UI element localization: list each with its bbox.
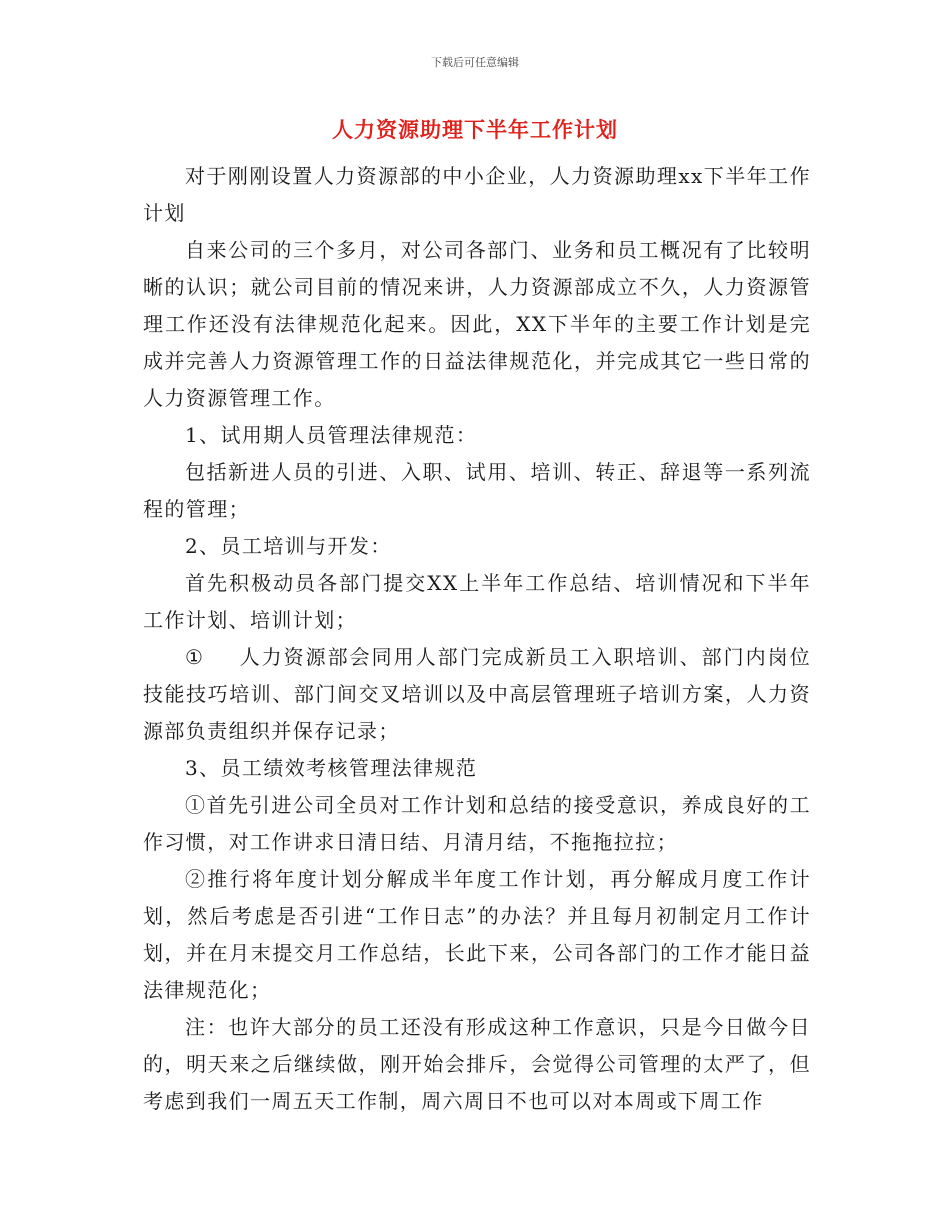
section-heading-performance: 3、员工绩效考核管理法律规范 [185,756,478,780]
paragraph-performance-2: ②推行将年度计划分解成半年度工作计划，再分解成月度工作计划，然后考虑是否引进“工作日志”的办法？并且每月初制定月工作计划，并在月末提交月工作总结，长此下来，公司各部门的工作才能日益法律规范化； [143,867,811,1002]
paragraph-note: 注：也许大部分的员工还没有形成这种工作意识，只是今日做今日的，明天来之后继续做，刚开始会排斥，会觉得公司管理的太严了，但考虑到我们一周五天工作制，周六周日不也可以对本周或下周工作 [143,1015,811,1113]
paragraph-performance-1: ①首先引进公司全员对工作计划和总结的接受意识，养成良好的工作习惯，对工作讲求日清日结、月清月结，不拖拖拉拉； [143,793,811,854]
document-title: 人力资源助理下半年工作计划 [332,118,618,142]
item-marker: ① [185,645,205,669]
section-heading-training: 2、员工培训与开发： [185,534,392,558]
paragraph-intro: 对于刚刚设置人力资源部的中小企业，人力资源助理xx下半年工作计划 [143,164,811,225]
paragraph-training: 首先积极动员各部门提交XX上半年工作总结、培训情况和下半年工作计划、培训计划； [143,571,811,632]
item-text: 人力资源部会同用人部门完成新员工入职培训、部门内岗位技能技巧培训、部门间交叉培训以及中高层管理班子培训方案，人力资源部负责组织并保存记录； [143,645,811,743]
header-note: 下载后可任意编辑 [431,56,519,69]
document-body [143,158,811,1120]
paragraph-background: 自来公司的三个多月，对公司各部门、业务和员工概况有了比较明晰的认识；就公司目前的情况来讲，人力资源部成立不久，人力资源管理工作还没有法律规范化起来。因此，XX下半年的主要工作计划是完成并完善人力资源管理工作的日益法律规范化，并完成其它一些日常的人力资源管理工作。 [143,238,811,410]
section-heading-probation: 1、试用期人员管理法律规范： [185,423,478,447]
paragraph-training-item [143,639,811,750]
paragraph-probation: 包括新进人员的引进、入职、试用、培训、转正、辞退等一系列流程的管理； [143,460,811,521]
